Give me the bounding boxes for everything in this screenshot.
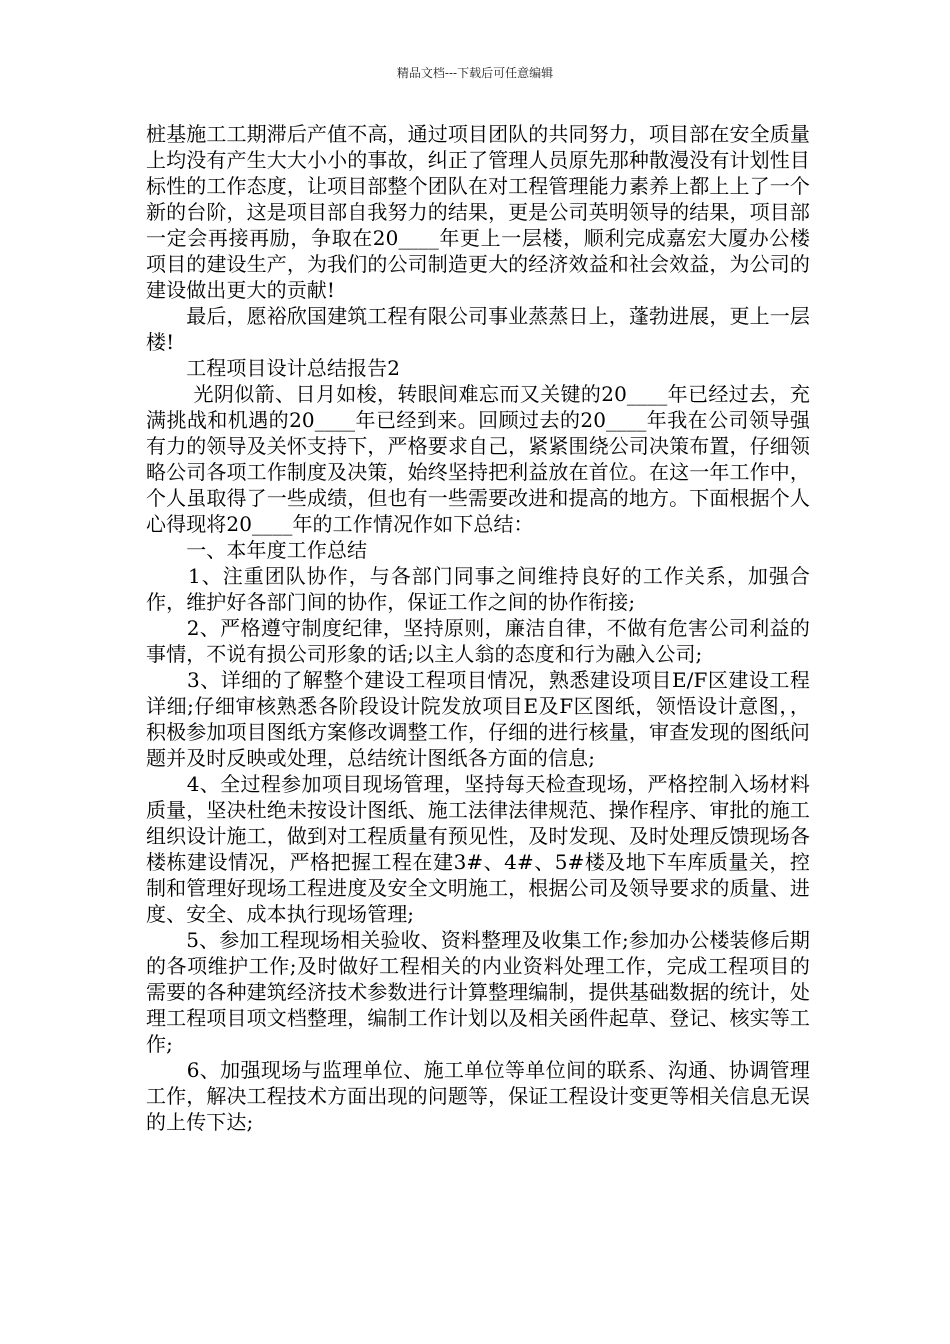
list-item-2: 2、严格遵守制度纪律，坚持原则，廉洁自律，不做有危害公司利益的事情，不说有损公司形象的话;以主人翁的态度和行为融入公司; [146, 616, 810, 666]
section-title: 工程项目设计总结报告2 [146, 356, 401, 380]
list-item-1: 1、注重团队协作，与各部门同事之间维持良好的工作关系，加强合作，维护好各部门间的协作，保证工作之间的协作衔接; [146, 564, 810, 614]
page-header: 精品文档---下载后可任意编辑 [396, 66, 554, 80]
list-item-4: 4、全过程参加项目现场管理，坚持每天检查现场，严格控制入场材料质量，坚决杜绝未按设计图纸、施工法律法律规范、操作程序、审批的施工组织设计施工，做到对工程质量有预见性，及时发现、及时处理反馈现场各楼栋建设情况，严格把握工程在建3#、4#、5#楼及地下车库质量关，控制和管理好现场工程进度及安全文明施工，根据公司及领导要求的质量、进度、安全、成本执行现场管理; [146, 772, 810, 926]
paragraph-3: 光阴似箭、日月如梭，转眼间难忘而又关键的20____年已经过去，充满挑战和机遇的20____年已经到来。回顾过去的20____年我在公司领导强有力的领导及关怀支持下，严格要求自己，紧紧围绕公司决策布置，仔细领略公司各项工作制度及决策，始终坚持把利益放在首位。在这一年工作中，个人虽取得了一些成绩，但也有一些需要改进和提高的地方。下面根据个人心得现将20____年的工作情况作如下总结： [146, 382, 810, 536]
subsection-heading: 一、本年度工作总结 [146, 538, 368, 562]
paragraph-2: 最后，愿裕欣国建筑工程有限公司事业蒸蒸日上，蓬勃进展，更上一层楼! [146, 304, 810, 354]
list-item-3: 3、详细的了解整个建设工程项目情况，熟悉建设项目E/F区建设工程详细;仔细审核熟悉各阶段设计院发放项目E及F区图纸，领悟设计意图，，积极参加项目图纸方案修改调整工作，仔细的进行核量，审查发现的图纸问题并及时反映或处理，总结统计图纸各方面的信息; [146, 668, 810, 770]
list-item-6: 6、加强现场与监理单位、施工单位等单位间的联系、沟通、协调管理工作，解决工程技术方面出现的问题等，保证工程设计变更等相关信息无误的上传下达; [146, 1058, 810, 1134]
list-item-5: 5、参加工程现场相关验收、资料整理及收集工作;参加办公楼装修后期的各项维护工作;及时做好工程相关的内业资料处理工作，完成工程项目的需要的各种建筑经济技术参数进行计算整理编制，提供基础数据的统计，处理工程项目项文档整理，编制工作计划以及相关函件起草、登记、核实等工作; [146, 928, 810, 1056]
document-body [146, 121, 810, 1135]
paragraph-1: 桩基施工工期滞后产值不高，通过项目团队的共同努力，项目部在安全质量上均没有产生大大小小的事故，纠正了管理人员原先那种散漫没有计划性目标性的工作态度，让项目部整个团队在对工程管理能力素养上都上上了一个新的台阶，这是项目部自我努力的结果，更是公司英明领导的结果，项目部一定会再接再励，争取在20____年更上一层楼，顺利完成嘉宏大厦办公楼项目的建设生产，为我们的公司制造更大的经济效益和社会效益，为公司的建设做出更大的贡献! [146, 122, 810, 302]
